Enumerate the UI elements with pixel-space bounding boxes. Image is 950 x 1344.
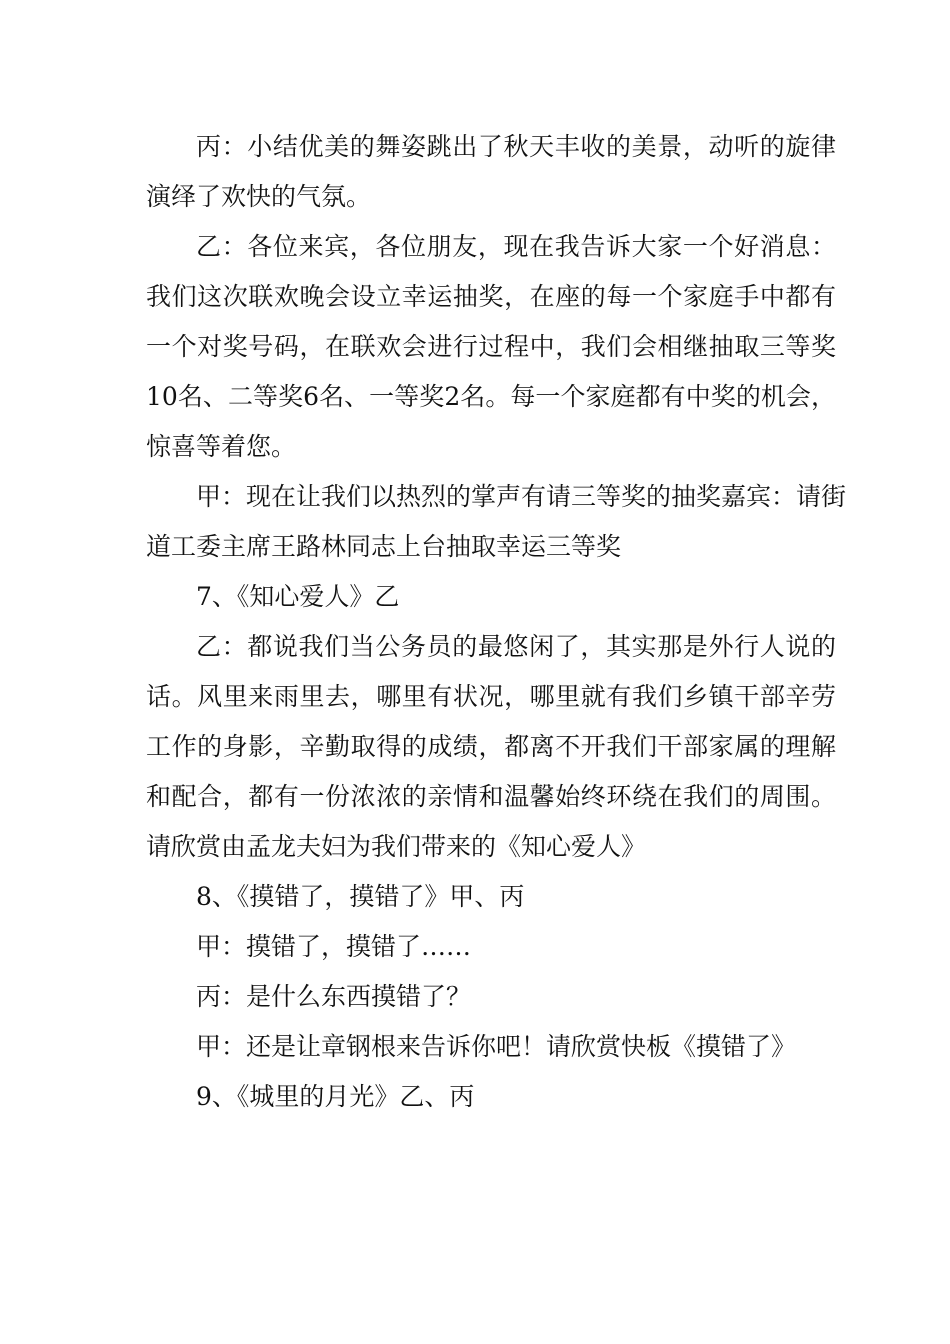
paragraph-bing-summary: 丙：小结优美的舞姿跳出了秋天丰收的美景，动听的旋律演绎了欢快的气氛。 bbox=[146, 132, 836, 211]
paragraph-jia-line: 甲：摸错了，摸错了…… bbox=[196, 932, 472, 961]
paragraph-yi-intro-program-7: 乙：都说我们当公务员的最悠闲了，其实那是外行人说的话。风里来雨里去，哪里有状况，哪里就有我们乡镇干部辛劳工作的身影，辛勤取得的成绩，都离不开我们干部家属的理解和配合，都有一份浓浓的亲情和温馨始终环绕在我们的周围。请欣赏由孟龙夫妇为我们带来的《知心爱人》 bbox=[146, 632, 836, 861]
program-item-9: 9、《城里的月光》乙、丙 bbox=[196, 1082, 475, 1111]
paragraph-jia-intro-program-8: 甲：还是让章钢根来告诉你吧！请欣赏快板《摸错了》 bbox=[196, 1032, 797, 1061]
paragraph-bing-line: 丙：是什么东西摸错了？ bbox=[196, 982, 472, 1011]
paragraph-jia-lottery-guest: 甲：现在让我们以热烈的掌声有请三等奖的抽奖嘉宾：请街道工委主席王路林同志上台抽取幸运三等奖 bbox=[146, 482, 847, 561]
program-item-8: 8、《摸错了，摸错了》甲、丙 bbox=[196, 882, 525, 911]
document-body bbox=[146, 122, 847, 1122]
program-item-7: 7、《知心爱人》乙 bbox=[196, 582, 400, 611]
paragraph-yi-lottery-announcement: 乙：各位来宾，各位朋友，现在我告诉大家一个好消息：我们这次联欢晚会设立幸运抽奖，在座的每一个家庭手中都有一个对奖号码，在联欢会进行过程中，我们会相继抽取三等奖10名、二等奖6名、一等奖2名。每一个家庭都有中奖的机会，惊喜等着您。 bbox=[146, 232, 836, 461]
